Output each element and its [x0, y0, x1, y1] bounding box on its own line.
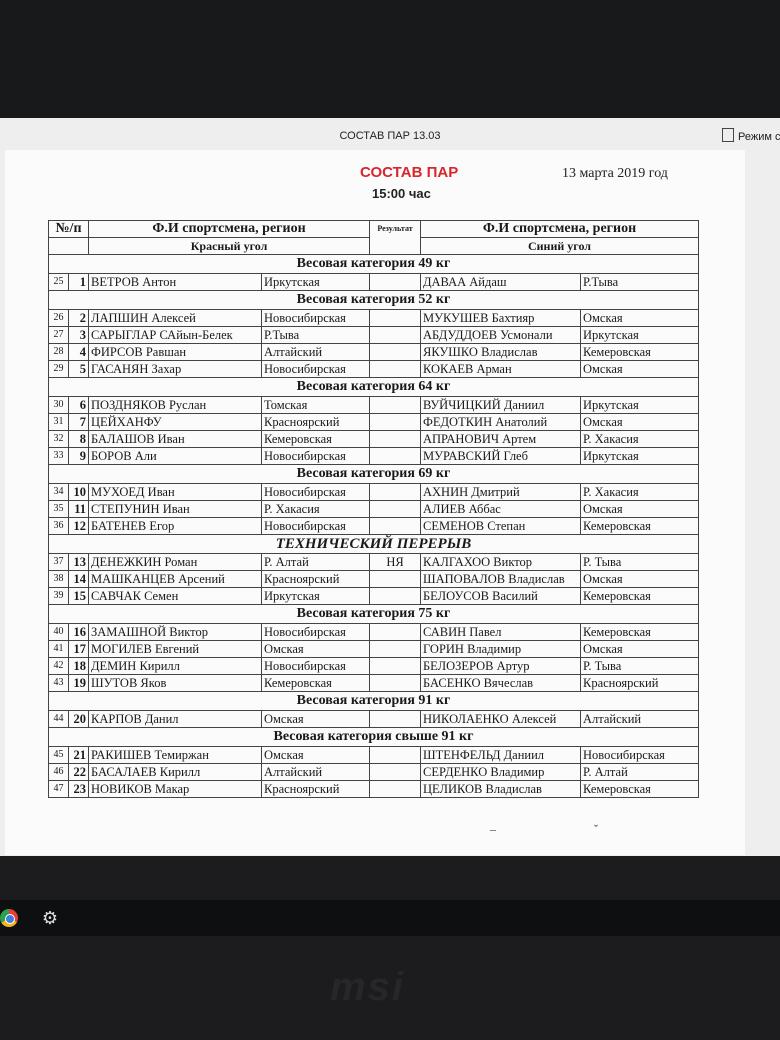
row-index: 42: [49, 658, 69, 675]
row-index: 45: [49, 747, 69, 764]
blue-athlete: БАСЕНКО Вячеслав: [421, 675, 581, 692]
table-row: [49, 414, 699, 431]
blue-athlete: ВУЙЧИЦКИЙ Даниил: [421, 397, 581, 414]
category-title: Весовая категория 75 кг: [49, 605, 699, 624]
document-heading: СОСТАВ ПАР: [360, 164, 459, 181]
red-athlete: МОГИЛЕВ Евгений: [89, 641, 262, 658]
result-cell: [370, 448, 421, 465]
result-cell: [370, 274, 421, 291]
red-corner-label: Красный угол: [89, 238, 370, 255]
pair-number: 18: [69, 658, 89, 675]
blue-athlete: ШАПОВАЛОВ Владислав: [421, 571, 581, 588]
result-cell: [370, 658, 421, 675]
row-index: 41: [49, 641, 69, 658]
pair-number: 14: [69, 571, 89, 588]
blue-region: Омская: [581, 361, 699, 378]
table-row: [49, 624, 699, 641]
table-row: [49, 711, 699, 728]
table-row: [49, 501, 699, 518]
red-athlete: САРЫГЛАР САйын-Белек: [89, 327, 262, 344]
row-index: 26: [49, 310, 69, 327]
result-cell: [370, 414, 421, 431]
category-title: Весовая категория 91 кг: [49, 692, 699, 711]
header-blue: Ф.И спортсмена, регион: [421, 221, 699, 238]
row-index: 31: [49, 414, 69, 431]
table-row: [49, 518, 699, 535]
red-region: Алтайский: [262, 344, 370, 361]
blue-athlete: ГОРИН Владимир: [421, 641, 581, 658]
table-row: [49, 431, 699, 448]
table-row: [49, 641, 699, 658]
row-index: 39: [49, 588, 69, 605]
page-mark-right: ˇ: [594, 822, 598, 836]
red-region: Новосибирская: [262, 624, 370, 641]
row-index: 33: [49, 448, 69, 465]
red-region: Новосибирская: [262, 361, 370, 378]
red-region: Р. Хакасия: [262, 501, 370, 518]
pair-number: 23: [69, 781, 89, 798]
blue-corner-label: Синий угол: [421, 238, 699, 255]
blue-region: Р. Хакасия: [581, 431, 699, 448]
pair-number: 7: [69, 414, 89, 431]
blue-region: Р. Хакасия: [581, 484, 699, 501]
result-cell: [370, 624, 421, 641]
pair-number: 16: [69, 624, 89, 641]
result-cell: [370, 344, 421, 361]
category-title: Весовая категория 64 кг: [49, 378, 699, 397]
blue-region: Омская: [581, 641, 699, 658]
blue-athlete: СЕРДЕНКО Владимир: [421, 764, 581, 781]
category-title: Весовая категория 52 кг: [49, 291, 699, 310]
red-region: Р. Алтай: [262, 554, 370, 571]
blue-region: Р. Тыва: [581, 554, 699, 571]
category-title: Весовая категория 69 кг: [49, 465, 699, 484]
blue-athlete: СЕМЕНОВ Степан: [421, 518, 581, 535]
blue-region: Кемеровская: [581, 344, 699, 361]
blue-athlete: АБДУДДОЕВ Усмонали: [421, 327, 581, 344]
red-region: Новосибирская: [262, 310, 370, 327]
blue-athlete: ДАВАА Айдаш: [421, 274, 581, 291]
row-index: 37: [49, 554, 69, 571]
category-row: [49, 728, 699, 747]
blue-region: Кемеровская: [581, 588, 699, 605]
red-region: Кемеровская: [262, 431, 370, 448]
pair-number: 15: [69, 588, 89, 605]
red-athlete: БАТЕНЕВ Егор: [89, 518, 262, 535]
table-row: [49, 274, 699, 291]
blue-region: Иркутская: [581, 327, 699, 344]
pair-number: 19: [69, 675, 89, 692]
red-region: Новосибирская: [262, 518, 370, 535]
result-cell: [370, 518, 421, 535]
blue-region: Новосибирская: [581, 747, 699, 764]
settings-icon[interactable]: ⚙: [41, 908, 59, 928]
row-index: 25: [49, 274, 69, 291]
red-region: Новосибирская: [262, 658, 370, 675]
blue-region: Омская: [581, 501, 699, 518]
pair-number: 10: [69, 484, 89, 501]
row-index: 29: [49, 361, 69, 378]
red-athlete: БАСАЛАЕВ Кирилл: [89, 764, 262, 781]
pair-number: 2: [69, 310, 89, 327]
blue-region: Кемеровская: [581, 518, 699, 535]
red-region: Омская: [262, 641, 370, 658]
blue-region: Омская: [581, 571, 699, 588]
pair-number: 9: [69, 448, 89, 465]
header-num: №/п: [49, 221, 89, 238]
table-row: [49, 675, 699, 692]
pair-number: 6: [69, 397, 89, 414]
pair-number: 13: [69, 554, 89, 571]
category-row: [49, 291, 699, 310]
result-cell: [370, 397, 421, 414]
table-row: [49, 327, 699, 344]
category-row: [49, 255, 699, 274]
blue-athlete: НИКОЛАЕНКО Алексей: [421, 711, 581, 728]
document-date: 13 марта 2019 год: [562, 166, 668, 181]
blue-athlete: МУКУШЕВ Бахтияр: [421, 310, 581, 327]
monitor-bezel: [0, 0, 780, 118]
document-mode-icon: [722, 128, 734, 142]
table-row: [49, 310, 699, 327]
result-cell: [370, 764, 421, 781]
red-athlete: САВЧАК Семен: [89, 588, 262, 605]
table-row: [49, 484, 699, 501]
break-row: [49, 535, 699, 554]
red-region: Омская: [262, 711, 370, 728]
category-row: [49, 692, 699, 711]
window-title: СОСТАВ ПАР 13.03: [339, 130, 441, 142]
result-cell: [370, 747, 421, 764]
pair-number: 3: [69, 327, 89, 344]
chrome-icon[interactable]: [0, 909, 18, 927]
table-row: [49, 361, 699, 378]
result-cell: НЯ: [370, 554, 421, 571]
pairs-table: [48, 220, 699, 798]
result-cell: [370, 484, 421, 501]
red-athlete: ПОЗДНЯКОВ Руслан: [89, 397, 262, 414]
blue-athlete: АХНИН Дмитрий: [421, 484, 581, 501]
pair-number: 21: [69, 747, 89, 764]
red-region: Алтайский: [262, 764, 370, 781]
table-row: [49, 448, 699, 465]
blue-region: Иркутская: [581, 397, 699, 414]
blue-athlete: МУРАВСКИЙ Глеб: [421, 448, 581, 465]
pair-number: 17: [69, 641, 89, 658]
result-cell: [370, 361, 421, 378]
blue-athlete: КАЛГАХОО Виктор: [421, 554, 581, 571]
row-index: 36: [49, 518, 69, 535]
blue-region: Кемеровская: [581, 624, 699, 641]
table-row: [49, 554, 699, 571]
blue-athlete: БЕЛОЗЕРОВ Артур: [421, 658, 581, 675]
row-index: 46: [49, 764, 69, 781]
blue-region: Алтайский: [581, 711, 699, 728]
result-cell: [370, 310, 421, 327]
table-row: [49, 344, 699, 361]
blue-region: Красноярский: [581, 675, 699, 692]
red-athlete: ДЕМИН Кирилл: [89, 658, 262, 675]
table-row: [49, 658, 699, 675]
red-athlete: БАЛАШОВ Иван: [89, 431, 262, 448]
row-index: 40: [49, 624, 69, 641]
pair-number: 20: [69, 711, 89, 728]
red-athlete: ЛАПШИН Алексей: [89, 310, 262, 327]
blue-athlete: САВИН Павел: [421, 624, 581, 641]
red-athlete: ГАСАНЯН Захар: [89, 361, 262, 378]
mode-label: Режим с: [738, 131, 780, 143]
pair-number: 12: [69, 518, 89, 535]
table-row: [49, 747, 699, 764]
pair-number: 4: [69, 344, 89, 361]
category-title: Весовая категория 49 кг: [49, 255, 699, 274]
red-region: Красноярский: [262, 414, 370, 431]
red-region: Новосибирская: [262, 448, 370, 465]
blue-athlete: АПРАНОВИЧ Артем: [421, 431, 581, 448]
table-row: [49, 588, 699, 605]
result-cell: [370, 641, 421, 658]
result-cell: [370, 431, 421, 448]
red-region: Красноярский: [262, 781, 370, 798]
red-region: Р.Тыва: [262, 327, 370, 344]
taskbar: [0, 900, 780, 936]
blue-region: Иркутская: [581, 448, 699, 465]
monitor-brand-logo: msi: [330, 965, 405, 1009]
blue-athlete: ЯКУШКО Владислав: [421, 344, 581, 361]
blue-athlete: БЕЛОУСОВ Василий: [421, 588, 581, 605]
blue-region: Р.Тыва: [581, 274, 699, 291]
pair-number: 5: [69, 361, 89, 378]
red-athlete: ШУТОВ Яков: [89, 675, 262, 692]
header-blank: [49, 238, 89, 255]
red-region: Кемеровская: [262, 675, 370, 692]
result-cell: [370, 711, 421, 728]
red-athlete: ФИРСОВ Равшан: [89, 344, 262, 361]
row-index: 28: [49, 344, 69, 361]
table-row: [49, 781, 699, 798]
red-athlete: КАРПОВ Данил: [89, 711, 262, 728]
row-index: 34: [49, 484, 69, 501]
result-cell: [370, 588, 421, 605]
red-region: Иркутская: [262, 588, 370, 605]
row-index: 35: [49, 501, 69, 518]
blue-athlete: АЛИЕВ Аббас: [421, 501, 581, 518]
red-athlete: РАКИШЕВ Темиржан: [89, 747, 262, 764]
red-athlete: НОВИКОВ Макар: [89, 781, 262, 798]
result-cell: [370, 501, 421, 518]
blue-region: Омская: [581, 414, 699, 431]
row-index: 32: [49, 431, 69, 448]
pair-number: 11: [69, 501, 89, 518]
row-index: 47: [49, 781, 69, 798]
blue-athlete: КОКАЕВ Арман: [421, 361, 581, 378]
document-time: 15:00 час: [372, 186, 431, 201]
red-athlete: ВЕТРОВ Антон: [89, 274, 262, 291]
red-athlete: ЦЕЙХАНФУ: [89, 414, 262, 431]
blue-region: Р. Алтай: [581, 764, 699, 781]
category-title: Весовая категория свыше 91 кг: [49, 728, 699, 747]
category-row: [49, 378, 699, 397]
category-row: [49, 605, 699, 624]
blue-athlete: ФЕДОТКИН Анатолий: [421, 414, 581, 431]
header-result: Результат: [370, 221, 421, 255]
result-cell: [370, 675, 421, 692]
row-index: 38: [49, 571, 69, 588]
blue-region: Кемеровская: [581, 781, 699, 798]
row-index: 27: [49, 327, 69, 344]
mode-button[interactable]: [722, 128, 780, 143]
result-cell: [370, 781, 421, 798]
blue-region: Омская: [581, 310, 699, 327]
red-region: Омская: [262, 747, 370, 764]
red-athlete: ЗАМАШНОЙ Виктор: [89, 624, 262, 641]
red-region: Иркутская: [262, 274, 370, 291]
pair-number: 8: [69, 431, 89, 448]
category-row: [49, 465, 699, 484]
red-athlete: БОРОВ Али: [89, 448, 262, 465]
red-region: Томская: [262, 397, 370, 414]
blue-athlete: ЦЕЛИКОВ Владислав: [421, 781, 581, 798]
red-region: Красноярский: [262, 571, 370, 588]
blue-athlete: ШТЕНФЕЛЬД Даниил: [421, 747, 581, 764]
row-index: 30: [49, 397, 69, 414]
table-row: [49, 571, 699, 588]
pair-number: 1: [69, 274, 89, 291]
header-red: Ф.И спортсмена, регион: [89, 221, 370, 238]
red-athlete: ДЕНЕЖКИН Роман: [89, 554, 262, 571]
blue-region: Р. Тыва: [581, 658, 699, 675]
table-row: [49, 764, 699, 781]
result-cell: [370, 571, 421, 588]
red-athlete: МУХОЕД Иван: [89, 484, 262, 501]
break-title: ТЕХНИЧЕСКИЙ ПЕРЕРЫВ: [49, 535, 699, 554]
result-cell: [370, 327, 421, 344]
row-index: 43: [49, 675, 69, 692]
row-index: 44: [49, 711, 69, 728]
red-athlete: СТЕПУНИН Иван: [89, 501, 262, 518]
pair-number: 22: [69, 764, 89, 781]
red-region: Новосибирская: [262, 484, 370, 501]
page-mark-left: –: [490, 822, 496, 836]
table-row: [49, 397, 699, 414]
red-athlete: МАШКАНЦЕВ Арсений: [89, 571, 262, 588]
